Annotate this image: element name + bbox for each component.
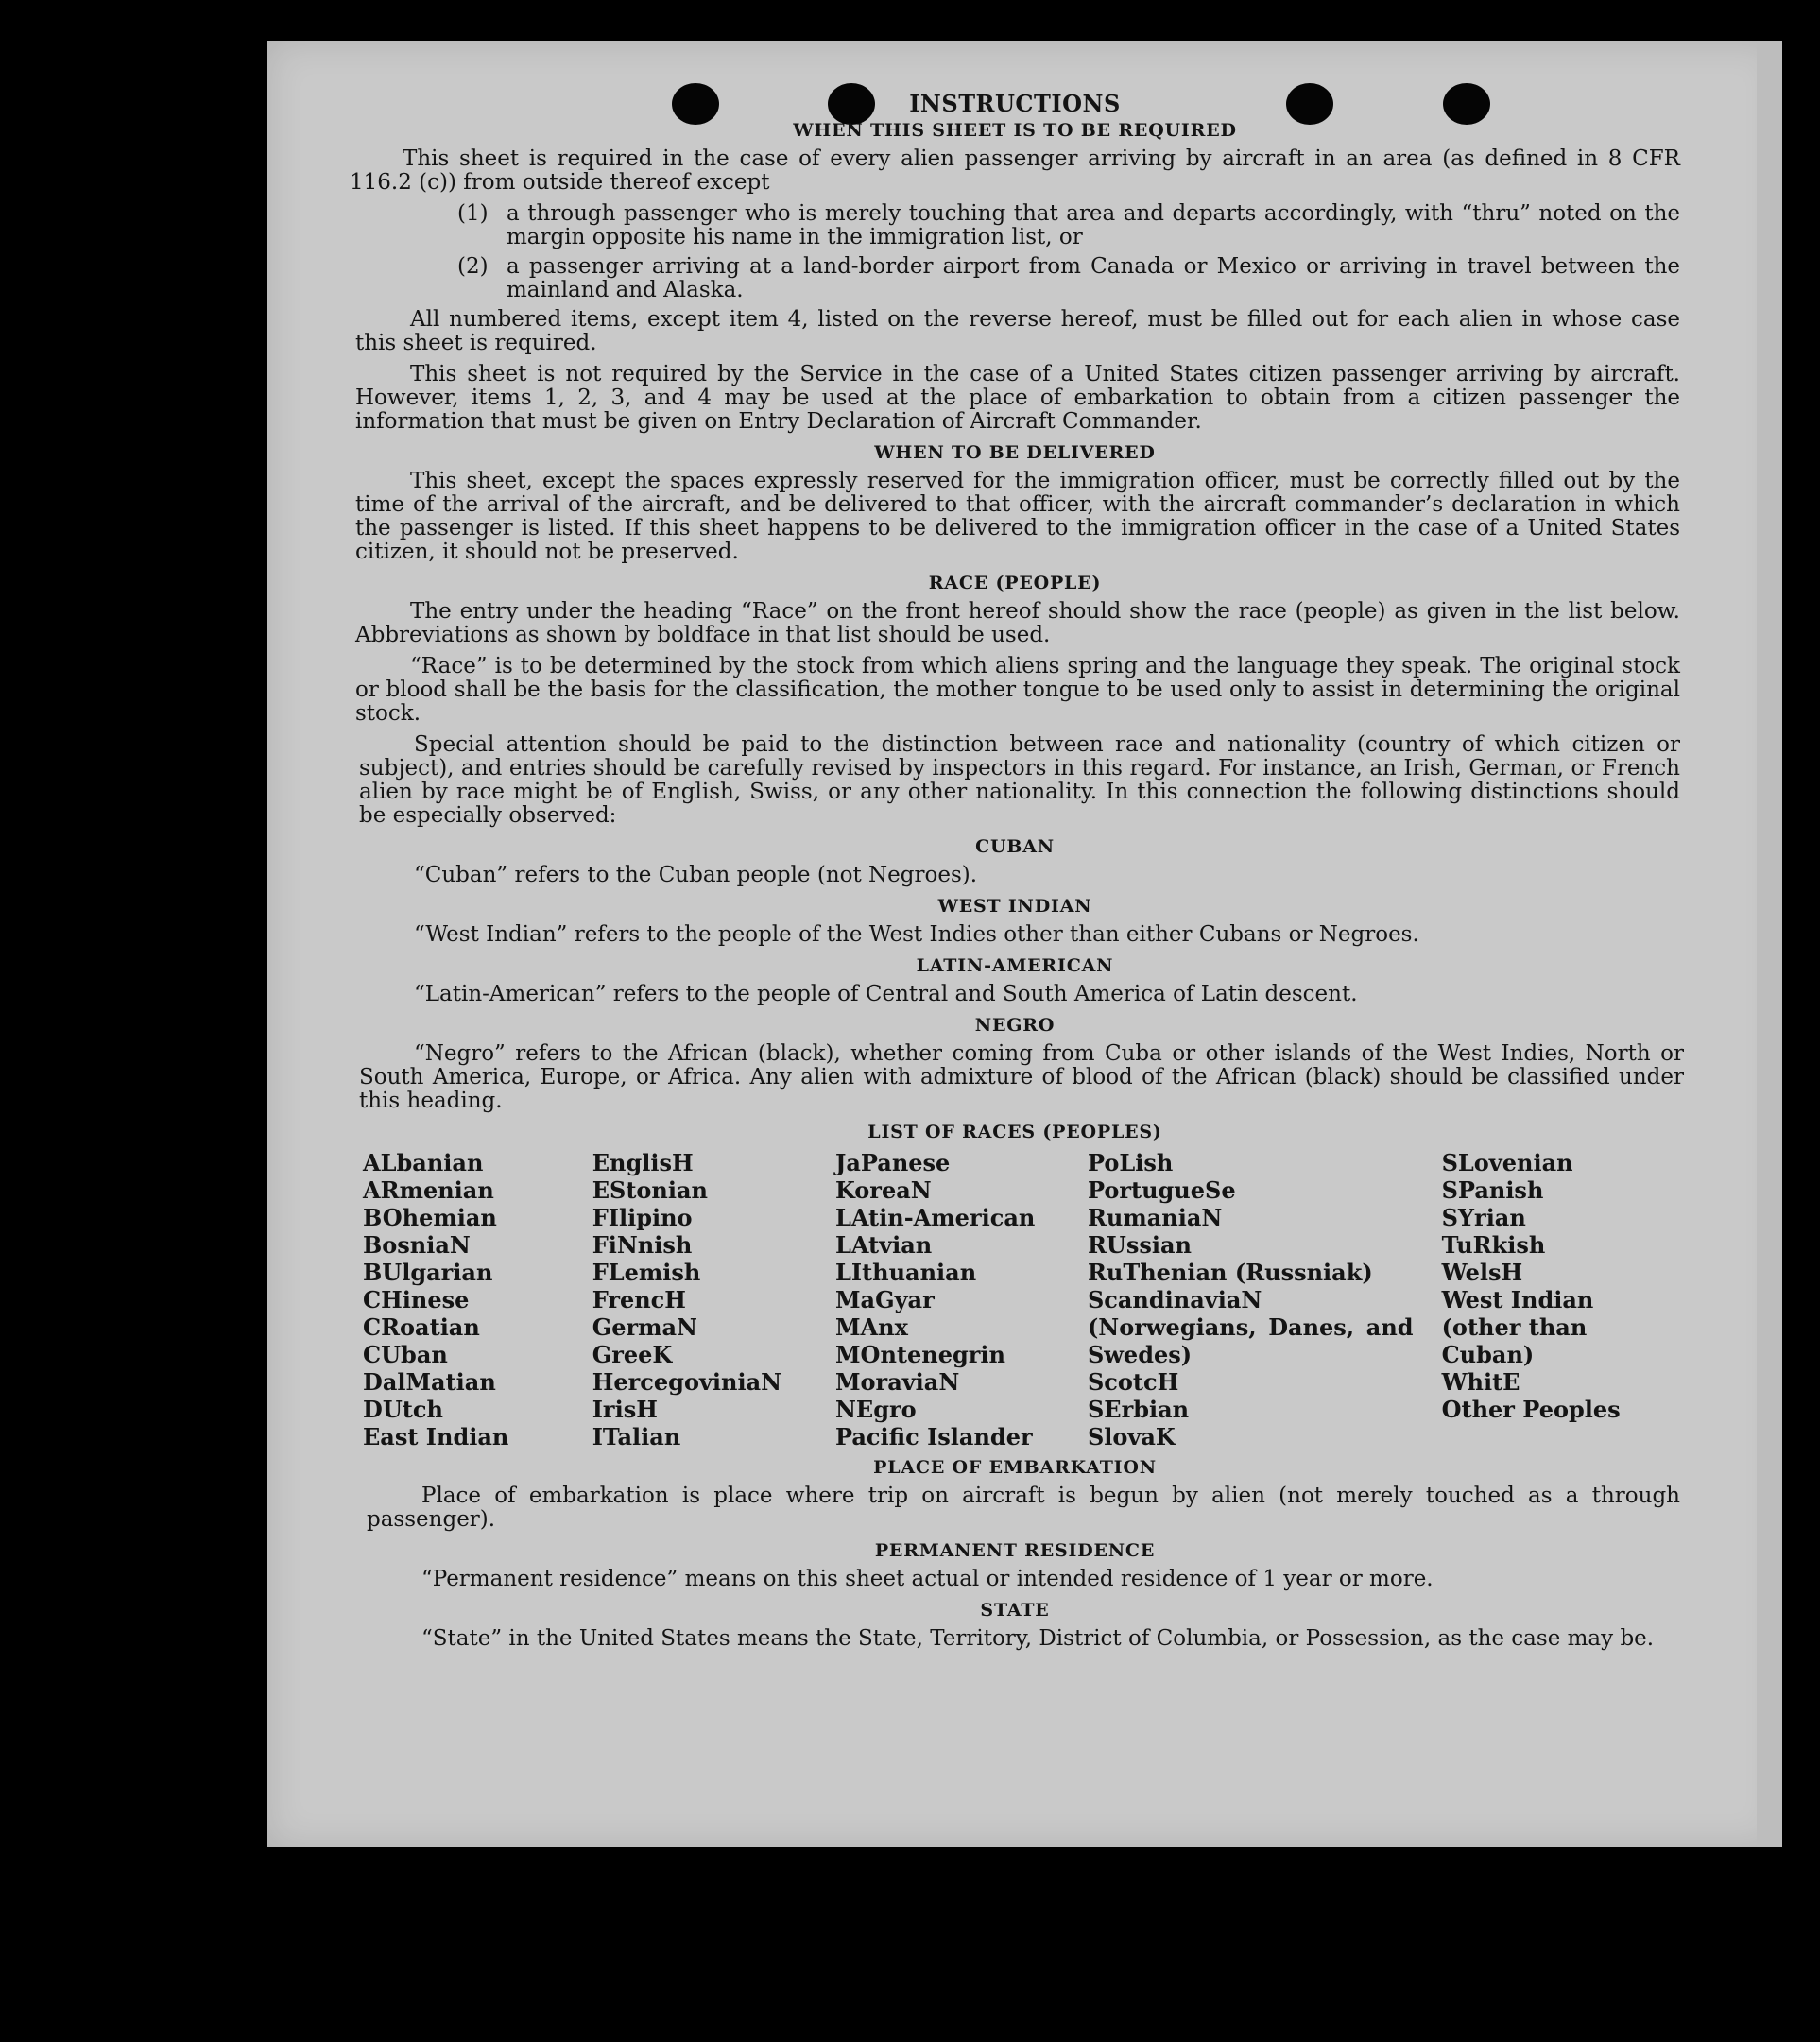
heading-west-indian: WEST INDIAN bbox=[937, 896, 1092, 917]
race-entry: GreeK bbox=[592, 1341, 673, 1368]
sheet-edge bbox=[1757, 41, 1782, 1847]
exception-number: (1) bbox=[457, 201, 489, 226]
para-race-entry: The entry under the heading “Race” on the front hereof should show the race (people) as given in the list below. Abbreviations as shown by boldface in that list should be used. bbox=[355, 599, 1680, 647]
para-permanent-residence: “Permanent residence” means on this sheet actual or intended residence of 1 year or more. bbox=[421, 1567, 1434, 1591]
race-entry: LIthuanian bbox=[834, 1259, 977, 1286]
race-entry: PoLish bbox=[1087, 1149, 1174, 1176]
exception-number: (2) bbox=[457, 254, 489, 279]
para-cuban: “Cuban” refers to the Cuban people (not Negroes). bbox=[414, 863, 978, 887]
heading-list-of-races: LIST OF RACES (PEOPLES) bbox=[867, 1122, 1162, 1142]
exception-text: a passenger arriving at a land-border airport from Canada or Mexico or arriving in travel between the mainland and Alaska. bbox=[507, 254, 1680, 302]
page-title: INSTRUCTIONS bbox=[909, 90, 1121, 117]
race-entry: HercegoviniaN bbox=[592, 1368, 782, 1396]
race-entry: TuRkish bbox=[1441, 1231, 1546, 1259]
race-column-3 bbox=[835, 1149, 1088, 1450]
race-entry: East Indian bbox=[363, 1423, 509, 1450]
race-entry: BOhemian bbox=[363, 1204, 497, 1231]
race-entry: NEgro bbox=[834, 1396, 917, 1423]
race-entry: FiNnish bbox=[592, 1231, 693, 1259]
race-entry: FrencH bbox=[592, 1286, 686, 1313]
instructions-content bbox=[350, 89, 1684, 1658]
race-list bbox=[363, 1149, 1680, 1450]
race-entry: RuThenian (Russniak) bbox=[1087, 1259, 1373, 1286]
race-entry: GermaN bbox=[592, 1313, 697, 1341]
race-entry: LAtin-American bbox=[834, 1204, 1036, 1231]
race-entry: EStonian bbox=[592, 1176, 708, 1204]
race-column-1 bbox=[363, 1149, 592, 1450]
race-entry: West Indian (other than Cuban) bbox=[1441, 1286, 1594, 1368]
para-required-intro: This sheet is required in the case of every alien passenger arriving by aircraft in an area (as defined in 8 CFR 116.2 (c)) from outside thereof except bbox=[350, 146, 1680, 195]
race-entry: BUlgarian bbox=[363, 1259, 493, 1286]
para-race-definition: “Race” is to be determined by the stock from which aliens spring and the language they speak. The original stock or blood shall be the basis for the classification, the mother tongue to be used only to assist in determining the original stock. bbox=[355, 654, 1680, 726]
race-entry: PortugueSe bbox=[1087, 1176, 1236, 1204]
race-entry: ScandinaviaN (Norwegians, Danes, and Swedes) bbox=[1087, 1286, 1414, 1368]
race-entry: SYrian bbox=[1441, 1204, 1526, 1231]
heading-negro: NEGRO bbox=[974, 1015, 1056, 1036]
heading-when-delivered: WHEN TO BE DELIVERED bbox=[874, 442, 1156, 463]
exception-item-2 bbox=[457, 255, 1680, 302]
race-entry: FIlipino bbox=[592, 1204, 693, 1231]
race-entry: LAtvian bbox=[834, 1231, 933, 1259]
race-entry: Pacific Islander bbox=[834, 1423, 1033, 1450]
para-citizen: This sheet is not required by the Service in the case of a United States citizen passenger arriving by aircraft. However, items 1, 2, 3, and 4 may be used at the place of embarkation to obtain from a citizen passenger the information that must be given on Entry Declaration of Aircraft Commander. bbox=[355, 362, 1680, 434]
race-entry: WelsH bbox=[1441, 1259, 1523, 1286]
race-entry: JaPanese bbox=[834, 1149, 951, 1176]
para-negro: “Negro” refers to the African (black), whether coming from Cuba or other islands of the West Indies, North or South America, Europe, or Africa. Any alien with admixture of blood of the African (black) should be classified under this heading. bbox=[359, 1041, 1684, 1113]
race-column-5 bbox=[1442, 1149, 1680, 1450]
heading-permanent-residence: PERMANENT RESIDENCE bbox=[874, 1540, 1156, 1561]
race-entry: CHinese bbox=[363, 1286, 470, 1313]
race-column-4 bbox=[1088, 1149, 1442, 1450]
race-entry: IrisH bbox=[592, 1396, 658, 1423]
heading-cuban: CUBAN bbox=[975, 836, 1055, 857]
race-entry: CRoatian bbox=[363, 1313, 480, 1341]
exception-item-1 bbox=[457, 202, 1680, 249]
race-entry: ARmenian bbox=[363, 1176, 494, 1204]
para-delivery: This sheet, except the spaces expressly reserved for the immigration officer, must be correctly filled out by the time of the arrival of the aircraft, and be delivered to that officer, with the aircraft commander’s declaration in which the passenger is listed. If this sheet happens to be delivered to the immigration officer in the case of a United States citizen, it should not be preserved. bbox=[355, 469, 1680, 564]
race-entry: Other Peoples bbox=[1441, 1396, 1621, 1423]
heading-embarkation: PLACE OF EMBARKATION bbox=[873, 1457, 1157, 1478]
race-entry: RumaniaN bbox=[1087, 1204, 1223, 1231]
race-entry: CUban bbox=[363, 1341, 448, 1368]
race-entry: BosniaN bbox=[363, 1231, 471, 1259]
heading-state: STATE bbox=[980, 1600, 1050, 1621]
race-entry: DUtch bbox=[363, 1396, 443, 1423]
para-latin-american: “Latin-American” refers to the people of Central and South America of Latin descent. bbox=[414, 982, 1358, 1006]
race-entry: MaGyar bbox=[834, 1286, 935, 1313]
race-entry: SErbian bbox=[1087, 1396, 1190, 1423]
para-state: “State” in the United States means the State, Territory, District of Columbia, or Possession, as the case may be. bbox=[421, 1626, 1655, 1651]
race-entry: KoreaN bbox=[834, 1176, 932, 1204]
race-entry: DalMatian bbox=[363, 1368, 496, 1396]
para-west-indian: “West Indian” refers to the people of the West Indies other than either Cubans or Negroes. bbox=[414, 922, 1419, 947]
para-numbered-items: All numbered items, except item 4, listed on the reverse hereof, must be filled out for each alien in whose case this sheet is required. bbox=[355, 307, 1680, 355]
para-embarkation: Place of embarkation is place where trip on aircraft is begun by alien (not merely touched as a through passenger). bbox=[367, 1484, 1680, 1532]
race-entry: EnglisH bbox=[592, 1149, 694, 1176]
race-entry: MoraviaN bbox=[834, 1368, 960, 1396]
race-entry: ITalian bbox=[592, 1423, 681, 1450]
heading-latin-american: LATIN-AMERICAN bbox=[916, 955, 1114, 976]
para-race-nationality: Special attention should be paid to the distinction between race and nationality (country of which citizen or subject), and entries should be carefully revised by inspectors in this regard. For instance, an Irish, German, or French alien by race might be of English, Swiss, or any other nationality. In this connection the following distinctions should be especially observed: bbox=[359, 732, 1680, 828]
race-entry: WhitE bbox=[1441, 1368, 1520, 1396]
race-entry: SLovenian bbox=[1441, 1149, 1573, 1176]
race-entry: RUssian bbox=[1087, 1231, 1192, 1259]
exception-text: a through passenger who is merely touching that area and departs accordingly, with “thru” noted on the margin opposite his name in the immigration list, or bbox=[507, 201, 1680, 249]
race-entry: SPanish bbox=[1441, 1176, 1544, 1204]
race-entry: MOntenegrin bbox=[834, 1341, 1005, 1368]
race-entry: MAnx bbox=[834, 1313, 908, 1341]
heading-when-required: WHEN THIS SHEET IS TO BE REQUIRED bbox=[793, 120, 1237, 141]
race-entry: ALbanian bbox=[363, 1149, 484, 1176]
race-column-2 bbox=[592, 1149, 835, 1450]
race-entry: FLemish bbox=[592, 1259, 701, 1286]
heading-race: RACE (PEOPLE) bbox=[928, 573, 1102, 593]
race-entry: ScotcH bbox=[1087, 1368, 1179, 1396]
race-entry: SlovaK bbox=[1087, 1423, 1176, 1450]
